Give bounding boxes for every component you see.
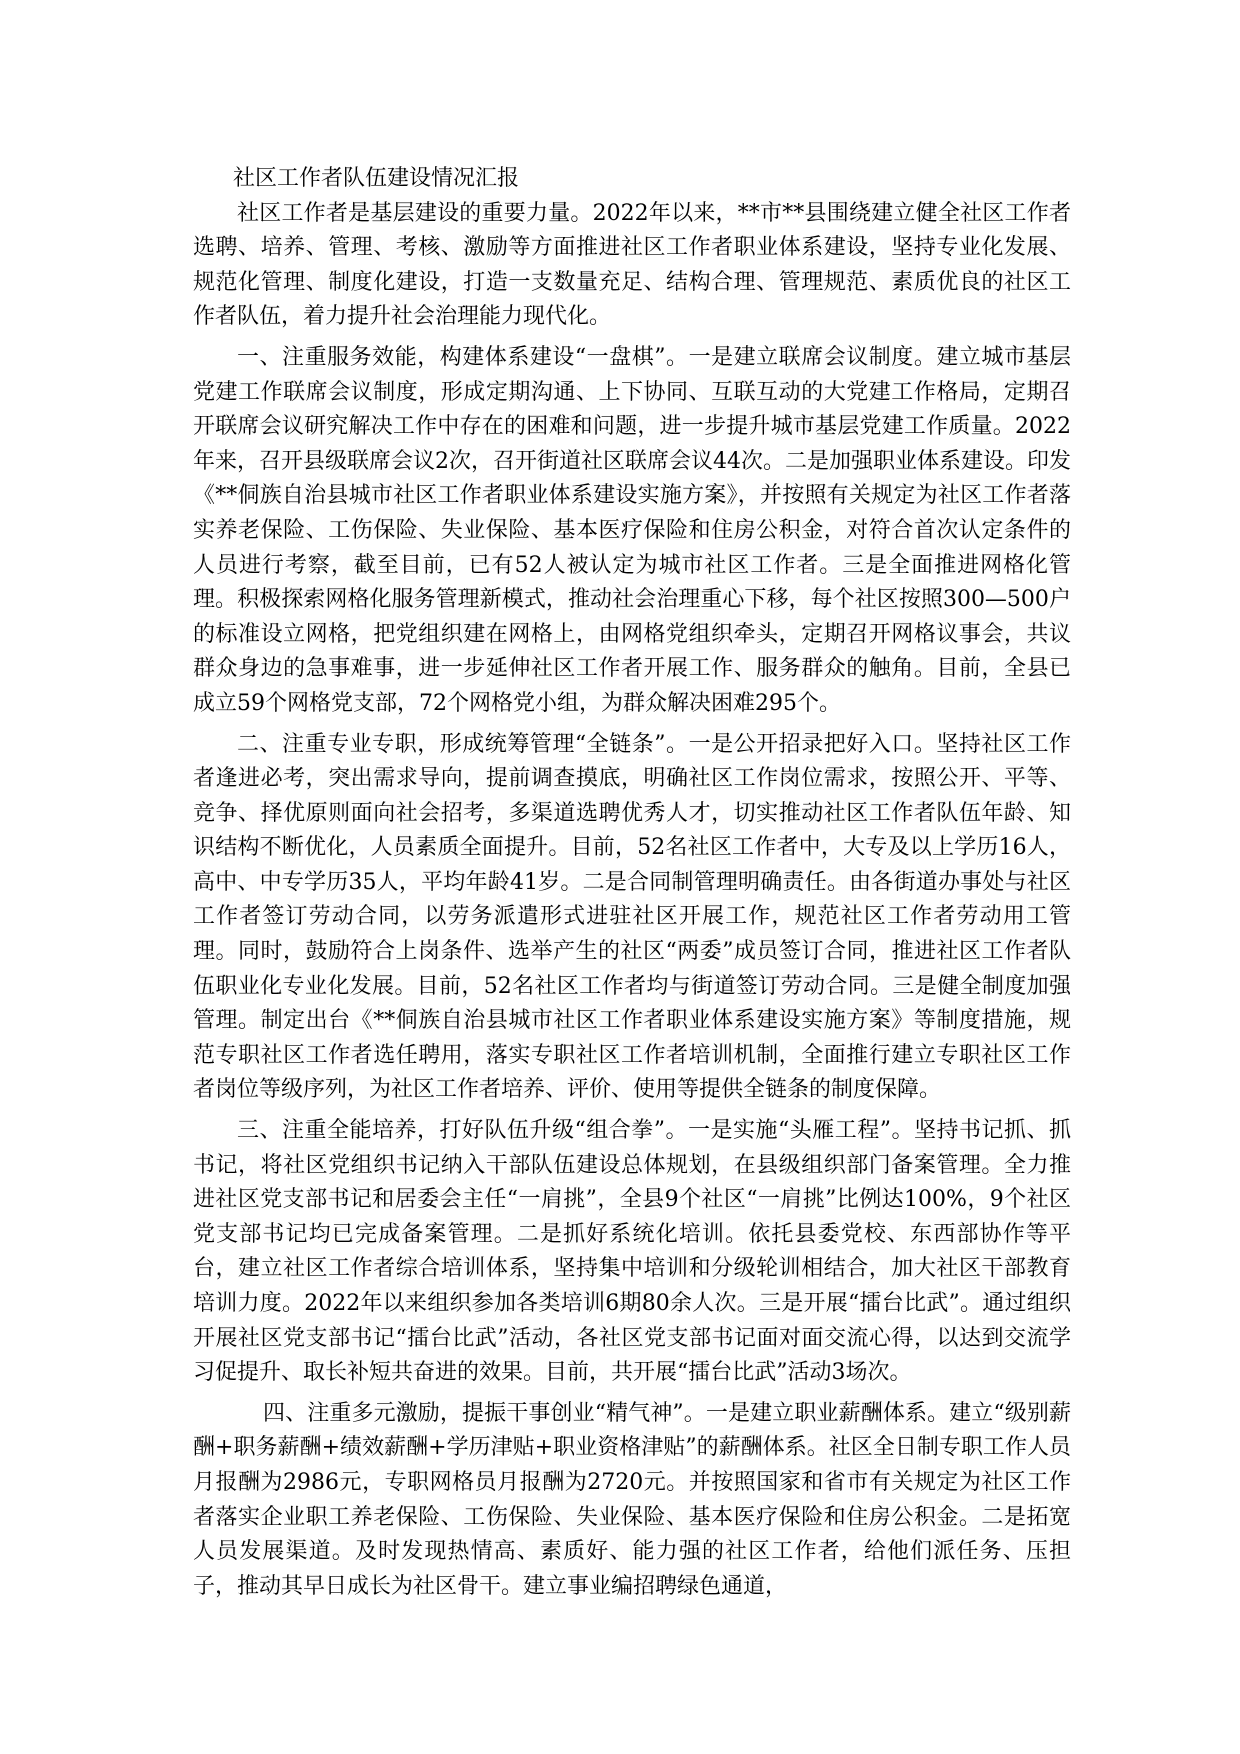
document-body — [193, 162, 1071, 1604]
paragraph-section-4: 四、注重多元激励，提振干事创业“精气神”。一是建立职业薪酬体系。建立“级别薪酬+职务薪酬+绩效薪酬+学历津贴+职业资格津贴”的薪酬体系。社区全日制专职工作人员月报酬为2986元，专职网格员月报酬为2720元。并按照国家和省市有关规定为社区工作者落实企业职工养老保险、工伤保险、失业保险、基本医疗保险和住房公积金。二是拓宽人员发展渠道。及时发现热情高、素质好、能力强的社区工作者，给他们派任务、压担子，推动其早日成长为社区骨干。建立事业编招聘绿色通道， — [193, 1400, 1071, 1599]
paragraph-section-3: 三、注重全能培养，打好队伍升级“组合拳”。一是实施“头雁工程”。坚持书记抓、抓书记，将社区党组织书记纳入干部队伍建设总体规划，在县级组织部门备案管理。全力推进社区党支部书记和居委会主任“一肩挑”，全县9个社区“一肩挑”比例达100%，9个社区党支部书记均已完成备案管理。二是抓好系统化培训。依托县委党校、东西部协作等平台，建立社区工作者综合培训体系，坚持集中培训和分级轮训相结合，加大社区干部教育培训力度。2022年以来组织参加各类培训6期80余人次。三是开展“擂台比武”。通过组织开展社区党支部书记“擂台比武”活动，各社区党支部书记面对面交流心得，以达到交流学习促提升、取长补短共奋进的效果。目前，共开展“擂台比武”活动3场次。 — [193, 1118, 1071, 1386]
paragraph-section-1: 一、注重服务效能，构建体系建设“一盘棋”。一是建立联席会议制度。建立城市基层党建工作联席会议制度，形成定期沟通、上下协同、互联互动的大党建工作格局，定期召开联席会议研究解决工作中存在的困难和问题，进一步提升城市基层党建工作质量。2022年来，召开县级联席会议2次，召开街道社区联席会议44次。二是加强职业体系建设。印发《**侗族自治县城市社区工作者职业体系建设实施方案》，并按照有关规定为社区工作者落实养老保险、工伤保险、失业保险、基本医疗保险和住房公积金，对符合首次认定条件的人员进行考察，截至目前，已有52人被认定为城市社区工作者。三是全面推进网格化管理。积极探索网格化服务管理新模式，推动社会治理重心下移，每个社区按照300—500户的标准设立网格，把党组织建在网格上，由网格党组织牵头，定期召开网格议事会，共议群众身边的急事难事，进一步延伸社区工作者开展工作、服务群众的触角。目前，全县已成立59个网格党支部，72个网格党小组，为群众解决困难295个。 — [193, 344, 1071, 716]
document-title: 社区工作者队伍建设情况汇报 — [233, 166, 520, 191]
paragraph-section-2: 二、注重专业专职，形成统筹管理“全链条”。一是公开招录把好入口。坚持社区工作者逢进必考，突出需求导向，提前调查摸底，明确社区工作岗位需求，按照公开、平等、竞争、择优原则面向社会招考，多渠道选聘优秀人才，切实推动社区工作者队伍年龄、知识结构不断优化，人员素质全面提升。目前，52名社区工作者中，大专及以上学历16人，高中、中专学历35人，平均年龄41岁。二是合同制管理明确责任。由各街道办事处与社区工作者签订劳动合同，以劳务派遣形式进驻社区开展工作，规范社区工作者劳动用工管理。同时，鼓励符合上岗条件、选举产生的社区“两委”成员签订合同，推进社区工作者队伍职业化专业化发展。目前，52名社区工作者均与街道签订劳动合同。三是健全制度加强管理。制定出台《**侗族自治县城市社区工作者职业体系建设实施方案》等制度措施，规范专职社区工作者选任聘用，落实专职社区工作者培训机制，全面推行建立专职社区工作者岗位等级序列，为社区工作者培养、评价、使用等提供全链条的制度保障。 — [193, 731, 1071, 1103]
paragraph-intro: 社区工作者是基层建设的重要力量。2022年以来，**市**县围绕建立健全社区工作者选聘、培养、管理、考核、激励等方面推进社区工作者职业体系建设，坚持专业化发展、规范化管理、制度化建设，打造一支数量充足、结构合理、管理规范、素质优良的社区工作者队伍，着力提升社会治理能力现代化。 — [193, 200, 1071, 330]
